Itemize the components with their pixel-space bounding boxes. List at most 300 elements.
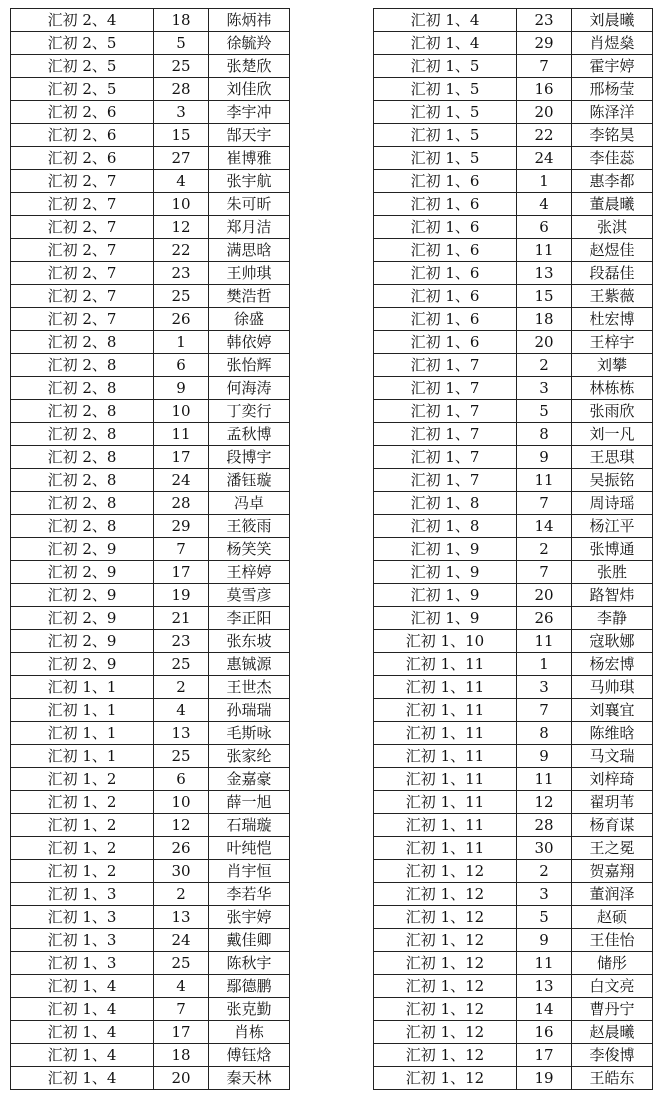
student-name-cell: 樊浩哲 bbox=[209, 285, 290, 308]
class-cell: 汇初 2、7 bbox=[11, 193, 154, 216]
table-row bbox=[11, 308, 290, 331]
student-number-cell: 7 bbox=[517, 561, 572, 584]
student-name-cell: 王梓婷 bbox=[209, 561, 290, 584]
table-row bbox=[11, 975, 290, 998]
student-number-cell: 26 bbox=[154, 837, 209, 860]
student-name-cell: 徐盛 bbox=[209, 308, 290, 331]
student-name-cell: 曹丹宁 bbox=[572, 998, 653, 1021]
table-row bbox=[374, 791, 653, 814]
table-row bbox=[11, 193, 290, 216]
class-cell: 汇初 1、7 bbox=[374, 377, 517, 400]
student-name-cell: 周诗瑶 bbox=[572, 492, 653, 515]
student-number-cell: 5 bbox=[517, 906, 572, 929]
student-number-cell: 4 bbox=[154, 170, 209, 193]
student-name-cell: 薛一旭 bbox=[209, 791, 290, 814]
class-cell: 汇初 1、2 bbox=[11, 791, 154, 814]
class-cell: 汇初 1、8 bbox=[374, 492, 517, 515]
student-number-cell: 25 bbox=[154, 653, 209, 676]
class-cell: 汇初 1、4 bbox=[11, 1044, 154, 1067]
class-cell: 汇初 1、1 bbox=[11, 722, 154, 745]
class-cell: 汇初 1、7 bbox=[374, 469, 517, 492]
table-row bbox=[374, 377, 653, 400]
student-number-cell: 17 bbox=[154, 561, 209, 584]
student-number-cell: 9 bbox=[154, 377, 209, 400]
class-cell: 汇初 2、7 bbox=[11, 285, 154, 308]
student-name-cell: 杨宏博 bbox=[572, 653, 653, 676]
student-name-cell: 张胜 bbox=[572, 561, 653, 584]
student-name-cell: 张克勤 bbox=[209, 998, 290, 1021]
student-name-cell: 张家纶 bbox=[209, 745, 290, 768]
student-number-cell: 30 bbox=[517, 837, 572, 860]
student-number-cell: 2 bbox=[517, 538, 572, 561]
table-row bbox=[11, 722, 290, 745]
student-name-cell: 杨江平 bbox=[572, 515, 653, 538]
table-row bbox=[11, 584, 290, 607]
right-roster-table bbox=[373, 8, 653, 1090]
table-row bbox=[11, 331, 290, 354]
student-name-cell: 马文瑞 bbox=[572, 745, 653, 768]
class-cell: 汇初 1、4 bbox=[11, 998, 154, 1021]
class-cell: 汇初 2、8 bbox=[11, 469, 154, 492]
student-number-cell: 13 bbox=[154, 722, 209, 745]
class-cell: 汇初 1、12 bbox=[374, 883, 517, 906]
table-row bbox=[11, 170, 290, 193]
student-name-cell: 肖宇恒 bbox=[209, 860, 290, 883]
table-row bbox=[11, 1021, 290, 1044]
student-number-cell: 3 bbox=[154, 101, 209, 124]
class-cell: 汇初 1、6 bbox=[374, 285, 517, 308]
table-row bbox=[11, 101, 290, 124]
class-cell: 汇初 1、1 bbox=[11, 699, 154, 722]
left-roster-body bbox=[11, 9, 290, 1090]
table-row bbox=[374, 515, 653, 538]
student-number-cell: 28 bbox=[517, 814, 572, 837]
student-name-cell: 刘梓琦 bbox=[572, 768, 653, 791]
student-name-cell: 霍宇婷 bbox=[572, 55, 653, 78]
table-row bbox=[11, 147, 290, 170]
table-row bbox=[11, 262, 290, 285]
table-row bbox=[11, 998, 290, 1021]
student-name-cell: 刘攀 bbox=[572, 354, 653, 377]
student-name-cell: 肖栋 bbox=[209, 1021, 290, 1044]
table-row bbox=[374, 768, 653, 791]
table-row bbox=[11, 515, 290, 538]
table-row bbox=[374, 308, 653, 331]
class-cell: 汇初 1、2 bbox=[11, 814, 154, 837]
class-cell: 汇初 1、11 bbox=[374, 722, 517, 745]
table-row bbox=[11, 446, 290, 469]
student-name-cell: 杨笑笑 bbox=[209, 538, 290, 561]
student-name-cell: 毛斯咏 bbox=[209, 722, 290, 745]
student-name-cell: 李若华 bbox=[209, 883, 290, 906]
class-cell: 汇初 1、9 bbox=[374, 607, 517, 630]
table-row bbox=[11, 814, 290, 837]
class-cell: 汇初 1、1 bbox=[11, 745, 154, 768]
table-row bbox=[374, 492, 653, 515]
class-cell: 汇初 1、2 bbox=[11, 860, 154, 883]
student-number-cell: 7 bbox=[517, 492, 572, 515]
student-name-cell: 王梓宇 bbox=[572, 331, 653, 354]
class-cell: 汇初 1、12 bbox=[374, 860, 517, 883]
student-name-cell: 戴佳卿 bbox=[209, 929, 290, 952]
student-name-cell: 张楚欣 bbox=[209, 55, 290, 78]
student-name-cell: 何海涛 bbox=[209, 377, 290, 400]
student-number-cell: 29 bbox=[517, 32, 572, 55]
student-number-cell: 20 bbox=[517, 331, 572, 354]
class-cell: 汇初 1、3 bbox=[11, 929, 154, 952]
class-cell: 汇初 1、6 bbox=[374, 193, 517, 216]
student-number-cell: 24 bbox=[154, 929, 209, 952]
student-number-cell: 11 bbox=[517, 239, 572, 262]
student-name-cell: 陈秋宇 bbox=[209, 952, 290, 975]
student-number-cell: 10 bbox=[154, 791, 209, 814]
student-number-cell: 1 bbox=[154, 331, 209, 354]
class-cell: 汇初 2、9 bbox=[11, 561, 154, 584]
table-row bbox=[11, 78, 290, 101]
student-number-cell: 12 bbox=[154, 814, 209, 837]
class-cell: 汇初 1、5 bbox=[374, 124, 517, 147]
student-name-cell: 张博通 bbox=[572, 538, 653, 561]
table-row bbox=[11, 1067, 290, 1090]
student-number-cell: 21 bbox=[154, 607, 209, 630]
student-name-cell: 白文亮 bbox=[572, 975, 653, 998]
student-number-cell: 5 bbox=[154, 32, 209, 55]
table-row bbox=[374, 653, 653, 676]
student-number-cell: 9 bbox=[517, 446, 572, 469]
student-name-cell: 张怡辉 bbox=[209, 354, 290, 377]
table-row bbox=[11, 469, 290, 492]
table-row bbox=[374, 814, 653, 837]
student-name-cell: 贺嘉翔 bbox=[572, 860, 653, 883]
student-number-cell: 13 bbox=[154, 906, 209, 929]
class-cell: 汇初 1、11 bbox=[374, 791, 517, 814]
student-name-cell: 陈泽洋 bbox=[572, 101, 653, 124]
student-name-cell: 董润泽 bbox=[572, 883, 653, 906]
student-name-cell: 马帅琪 bbox=[572, 676, 653, 699]
class-cell: 汇初 1、6 bbox=[374, 262, 517, 285]
student-number-cell: 18 bbox=[517, 308, 572, 331]
table-row bbox=[374, 262, 653, 285]
table-row bbox=[11, 423, 290, 446]
class-cell: 汇初 2、7 bbox=[11, 308, 154, 331]
student-name-cell: 王筱雨 bbox=[209, 515, 290, 538]
table-row bbox=[11, 285, 290, 308]
student-number-cell: 15 bbox=[154, 124, 209, 147]
table-row bbox=[374, 607, 653, 630]
class-cell: 汇初 1、9 bbox=[374, 538, 517, 561]
student-number-cell: 8 bbox=[517, 722, 572, 745]
student-name-cell: 满思晗 bbox=[209, 239, 290, 262]
table-row bbox=[374, 883, 653, 906]
class-cell: 汇初 1、11 bbox=[374, 814, 517, 837]
table-row bbox=[374, 446, 653, 469]
table-row bbox=[374, 745, 653, 768]
class-cell: 汇初 1、2 bbox=[11, 768, 154, 791]
student-name-cell: 王世杰 bbox=[209, 676, 290, 699]
table-row bbox=[374, 216, 653, 239]
class-cell: 汇初 1、11 bbox=[374, 768, 517, 791]
table-row bbox=[11, 883, 290, 906]
table-row bbox=[11, 676, 290, 699]
table-row bbox=[11, 400, 290, 423]
class-cell: 汇初 1、9 bbox=[374, 584, 517, 607]
class-cell: 汇初 2、8 bbox=[11, 492, 154, 515]
student-name-cell: 吴振铭 bbox=[572, 469, 653, 492]
student-number-cell: 11 bbox=[154, 423, 209, 446]
student-name-cell: 石瑞璇 bbox=[209, 814, 290, 837]
student-name-cell: 寇耿娜 bbox=[572, 630, 653, 653]
class-cell: 汇初 2、8 bbox=[11, 400, 154, 423]
student-number-cell: 28 bbox=[154, 78, 209, 101]
table-row bbox=[374, 538, 653, 561]
class-cell: 汇初 1、5 bbox=[374, 147, 517, 170]
student-number-cell: 6 bbox=[517, 216, 572, 239]
table-row bbox=[374, 722, 653, 745]
table-row bbox=[374, 193, 653, 216]
student-name-cell: 王之冕 bbox=[572, 837, 653, 860]
student-name-cell: 郜天宇 bbox=[209, 124, 290, 147]
student-name-cell: 潘钰璇 bbox=[209, 469, 290, 492]
student-number-cell: 6 bbox=[154, 354, 209, 377]
student-name-cell: 莫雪彦 bbox=[209, 584, 290, 607]
table-row bbox=[11, 837, 290, 860]
student-number-cell: 3 bbox=[517, 676, 572, 699]
student-number-cell: 15 bbox=[517, 285, 572, 308]
class-cell: 汇初 1、3 bbox=[11, 952, 154, 975]
student-number-cell: 11 bbox=[517, 630, 572, 653]
student-number-cell: 19 bbox=[154, 584, 209, 607]
table-row bbox=[374, 998, 653, 1021]
table-row bbox=[374, 1044, 653, 1067]
student-name-cell: 崔博雅 bbox=[209, 147, 290, 170]
student-number-cell: 1 bbox=[517, 170, 572, 193]
table-row bbox=[11, 32, 290, 55]
student-name-cell: 翟玥苇 bbox=[572, 791, 653, 814]
student-number-cell: 25 bbox=[154, 55, 209, 78]
class-cell: 汇初 2、5 bbox=[11, 55, 154, 78]
student-number-cell: 25 bbox=[154, 745, 209, 768]
student-number-cell: 13 bbox=[517, 975, 572, 998]
student-number-cell: 13 bbox=[517, 262, 572, 285]
class-cell: 汇初 1、6 bbox=[374, 170, 517, 193]
table-row bbox=[374, 423, 653, 446]
table-row bbox=[374, 124, 653, 147]
student-number-cell: 20 bbox=[154, 1067, 209, 1090]
student-number-cell: 23 bbox=[517, 9, 572, 32]
student-name-cell: 傅钰焓 bbox=[209, 1044, 290, 1067]
student-name-cell: 张淇 bbox=[572, 216, 653, 239]
table-row bbox=[374, 860, 653, 883]
student-name-cell: 王皓东 bbox=[572, 1067, 653, 1090]
class-cell: 汇初 2、9 bbox=[11, 584, 154, 607]
student-name-cell: 王紫薇 bbox=[572, 285, 653, 308]
student-name-cell: 李静 bbox=[572, 607, 653, 630]
table-row bbox=[374, 285, 653, 308]
student-number-cell: 12 bbox=[154, 216, 209, 239]
class-cell: 汇初 2、7 bbox=[11, 262, 154, 285]
class-cell: 汇初 2、6 bbox=[11, 124, 154, 147]
class-cell: 汇初 2、6 bbox=[11, 147, 154, 170]
student-name-cell: 刘一凡 bbox=[572, 423, 653, 446]
student-name-cell: 李铭昊 bbox=[572, 124, 653, 147]
table-row bbox=[11, 952, 290, 975]
table-row bbox=[374, 239, 653, 262]
table-row bbox=[374, 354, 653, 377]
table-row bbox=[11, 768, 290, 791]
class-cell: 汇初 2、6 bbox=[11, 101, 154, 124]
student-name-cell: 赵煜佳 bbox=[572, 239, 653, 262]
class-cell: 汇初 1、8 bbox=[374, 515, 517, 538]
student-name-cell: 储彤 bbox=[572, 952, 653, 975]
class-cell: 汇初 2、8 bbox=[11, 377, 154, 400]
student-name-cell: 董晨曦 bbox=[572, 193, 653, 216]
table-row bbox=[374, 170, 653, 193]
class-cell: 汇初 2、9 bbox=[11, 653, 154, 676]
class-cell: 汇初 1、3 bbox=[11, 906, 154, 929]
class-cell: 汇初 1、12 bbox=[374, 929, 517, 952]
student-number-cell: 22 bbox=[154, 239, 209, 262]
student-number-cell: 17 bbox=[154, 1021, 209, 1044]
table-row bbox=[11, 860, 290, 883]
right-roster-body bbox=[374, 9, 653, 1090]
student-name-cell: 郑月洁 bbox=[209, 216, 290, 239]
table-row bbox=[11, 216, 290, 239]
table-row bbox=[11, 745, 290, 768]
student-name-cell: 陈炳祎 bbox=[209, 9, 290, 32]
student-name-cell: 丁奕行 bbox=[209, 400, 290, 423]
student-number-cell: 9 bbox=[517, 929, 572, 952]
class-cell: 汇初 2、8 bbox=[11, 515, 154, 538]
student-name-cell: 李正阳 bbox=[209, 607, 290, 630]
table-row bbox=[374, 952, 653, 975]
student-name-cell: 林栋栋 bbox=[572, 377, 653, 400]
student-number-cell: 8 bbox=[517, 423, 572, 446]
student-name-cell: 叶纯恺 bbox=[209, 837, 290, 860]
table-row bbox=[374, 331, 653, 354]
student-number-cell: 2 bbox=[517, 354, 572, 377]
student-number-cell: 20 bbox=[517, 584, 572, 607]
table-row bbox=[11, 929, 290, 952]
class-cell: 汇初 1、4 bbox=[11, 975, 154, 998]
student-number-cell: 18 bbox=[154, 1044, 209, 1067]
student-name-cell: 段磊佳 bbox=[572, 262, 653, 285]
student-number-cell: 16 bbox=[517, 78, 572, 101]
student-number-cell: 3 bbox=[517, 883, 572, 906]
class-cell: 汇初 1、7 bbox=[374, 423, 517, 446]
class-cell: 汇初 1、6 bbox=[374, 239, 517, 262]
table-row bbox=[374, 561, 653, 584]
student-number-cell: 24 bbox=[517, 147, 572, 170]
table-row bbox=[11, 653, 290, 676]
student-number-cell: 1 bbox=[517, 653, 572, 676]
student-number-cell: 24 bbox=[154, 469, 209, 492]
table-row bbox=[11, 607, 290, 630]
class-cell: 汇初 1、6 bbox=[374, 331, 517, 354]
class-cell: 汇初 1、10 bbox=[374, 630, 517, 653]
class-cell: 汇初 1、12 bbox=[374, 952, 517, 975]
table-row bbox=[374, 101, 653, 124]
class-cell: 汇初 1、11 bbox=[374, 699, 517, 722]
table-row bbox=[11, 630, 290, 653]
student-number-cell: 17 bbox=[154, 446, 209, 469]
student-number-cell: 7 bbox=[154, 998, 209, 1021]
table-row bbox=[11, 492, 290, 515]
class-cell: 汇初 2、4 bbox=[11, 9, 154, 32]
class-cell: 汇初 1、4 bbox=[374, 32, 517, 55]
student-number-cell: 28 bbox=[154, 492, 209, 515]
table-row bbox=[374, 1021, 653, 1044]
student-number-cell: 25 bbox=[154, 952, 209, 975]
table-row bbox=[11, 124, 290, 147]
table-row bbox=[11, 561, 290, 584]
class-cell: 汇初 1、5 bbox=[374, 55, 517, 78]
table-row bbox=[374, 55, 653, 78]
table-row bbox=[11, 906, 290, 929]
table-row bbox=[374, 906, 653, 929]
class-cell: 汇初 1、12 bbox=[374, 906, 517, 929]
student-number-cell: 7 bbox=[517, 55, 572, 78]
table-row bbox=[11, 377, 290, 400]
student-name-cell: 张雨欣 bbox=[572, 400, 653, 423]
table-row bbox=[374, 975, 653, 998]
class-cell: 汇初 2、9 bbox=[11, 538, 154, 561]
student-number-cell: 2 bbox=[517, 860, 572, 883]
student-number-cell: 26 bbox=[154, 308, 209, 331]
class-cell: 汇初 2、8 bbox=[11, 423, 154, 446]
student-name-cell: 王思琪 bbox=[572, 446, 653, 469]
student-name-cell: 张东坡 bbox=[209, 630, 290, 653]
table-row bbox=[11, 791, 290, 814]
table-row bbox=[374, 32, 653, 55]
student-name-cell: 朱可昕 bbox=[209, 193, 290, 216]
student-name-cell: 李佳蕊 bbox=[572, 147, 653, 170]
class-cell: 汇初 1、7 bbox=[374, 400, 517, 423]
student-number-cell: 16 bbox=[517, 1021, 572, 1044]
student-name-cell: 孟秋博 bbox=[209, 423, 290, 446]
student-number-cell: 7 bbox=[517, 699, 572, 722]
student-name-cell: 邢杨莹 bbox=[572, 78, 653, 101]
student-name-cell: 刘襄宜 bbox=[572, 699, 653, 722]
student-number-cell: 17 bbox=[517, 1044, 572, 1067]
table-row bbox=[374, 630, 653, 653]
class-cell: 汇初 1、12 bbox=[374, 1044, 517, 1067]
table-row bbox=[374, 837, 653, 860]
student-name-cell: 秦天林 bbox=[209, 1067, 290, 1090]
class-cell: 汇初 2、8 bbox=[11, 331, 154, 354]
student-number-cell: 23 bbox=[154, 262, 209, 285]
class-cell: 汇初 2、8 bbox=[11, 354, 154, 377]
student-number-cell: 14 bbox=[517, 515, 572, 538]
student-number-cell: 14 bbox=[517, 998, 572, 1021]
table-row bbox=[11, 9, 290, 32]
student-number-cell: 18 bbox=[154, 9, 209, 32]
student-name-cell: 孙瑞瑞 bbox=[209, 699, 290, 722]
student-number-cell: 11 bbox=[517, 768, 572, 791]
table-row bbox=[11, 538, 290, 561]
student-number-cell: 22 bbox=[517, 124, 572, 147]
table-row bbox=[374, 929, 653, 952]
student-number-cell: 25 bbox=[154, 285, 209, 308]
class-cell: 汇初 1、4 bbox=[374, 9, 517, 32]
table-row bbox=[374, 1067, 653, 1090]
table-row bbox=[374, 78, 653, 101]
table-row bbox=[374, 469, 653, 492]
class-cell: 汇初 1、11 bbox=[374, 676, 517, 699]
student-name-cell: 冯卓 bbox=[209, 492, 290, 515]
student-number-cell: 29 bbox=[154, 515, 209, 538]
student-number-cell: 30 bbox=[154, 860, 209, 883]
class-cell: 汇初 1、6 bbox=[374, 308, 517, 331]
